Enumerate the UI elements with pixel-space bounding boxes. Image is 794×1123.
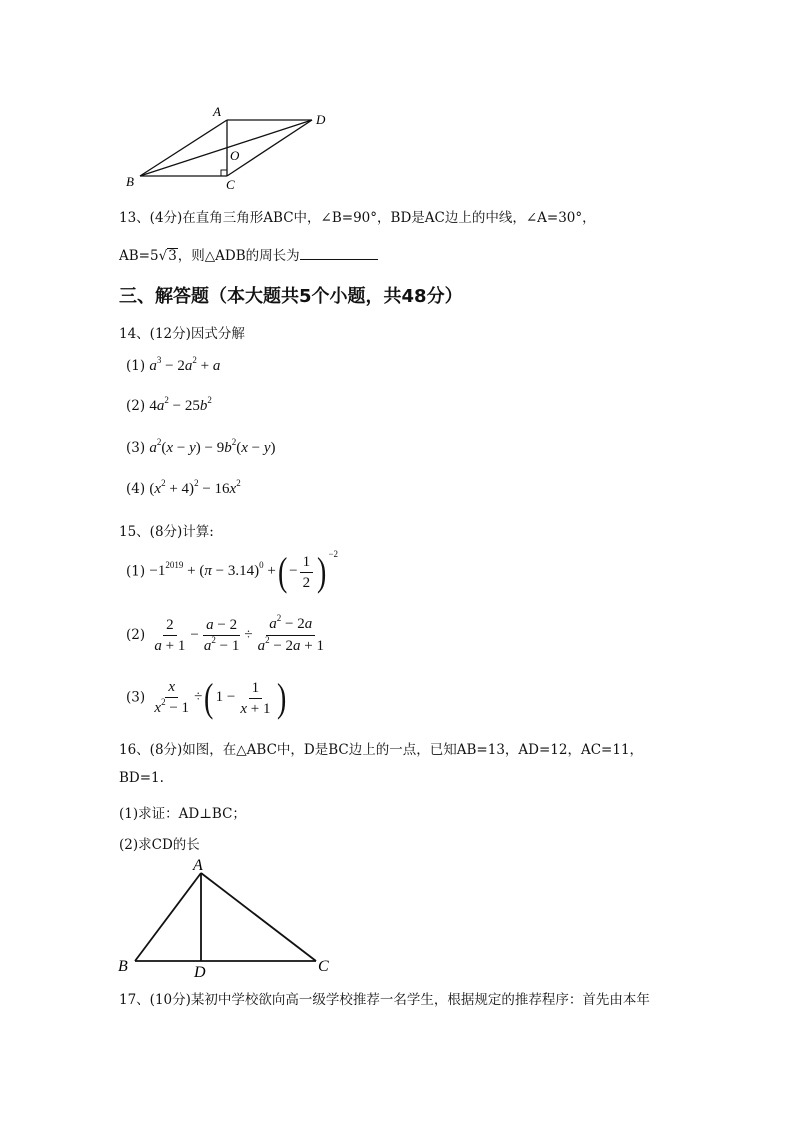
q14-item-4 [126, 478, 241, 498]
figure1-label-c: C [226, 177, 235, 192]
figure1-label-a: A [213, 104, 221, 119]
figure1-label-b: B [126, 174, 134, 189]
q13-ab-prefix: AB=5 [119, 248, 159, 264]
q13-line1: 13、(4分)在直角三角形ABC中，∠B=90°，BD是AC边上的中线，∠A=30°， [119, 210, 596, 226]
q13-sqrt-arg: 3 [168, 248, 177, 264]
figure1-label-d: D [316, 112, 326, 127]
q14-item-2-expr: $4a^2 - 25b^2$ [149, 395, 212, 414]
q13-answer-blank [300, 247, 378, 260]
q14-item-1 [126, 355, 221, 375]
q15-item-1-label: (1) [126, 563, 146, 580]
q14-item-3-expr: $a^2(x - y) - 9b^2(x - y)$ [149, 437, 276, 456]
q15-item-3-label: (3) [126, 689, 146, 706]
figure1-label-o: O [230, 148, 240, 163]
figure2-label-b: B [118, 958, 128, 975]
q14-item-4-expr: $(x^2 + 4)^2 - 16x^2$ [149, 478, 241, 497]
triangle-figure [115, 855, 340, 980]
q13-sqrt-symbol: √ [158, 248, 168, 264]
q14-item-1-expr: $a^3 - 2a^2 + a$ [149, 355, 221, 374]
q14-item-2-label: (2) [126, 398, 146, 414]
q15-item-3 [126, 675, 289, 720]
q14-item-3 [126, 437, 276, 457]
figure2-label-d: D [194, 964, 206, 980]
q15-item-2-expr: $\frac{2}{a + 1}$ − $\frac{a - 2}{a^2 - 1}$ ÷ $\frac{a^2 - 2a}{a^2 - 2a + 1}$ [154, 613, 324, 654]
parallelogram-figure [120, 100, 340, 195]
q16-part2: (2)求CD的长 [119, 837, 200, 853]
q13-suffix: ，则△ADB的周长为 [177, 248, 300, 264]
q15-item-1 [126, 549, 339, 594]
q15-item-1-expr: $-1^{2019} + (\pi - 3.14)^0$ +( − $\frac{1}{2}$ ) $^{-2}$ [149, 549, 339, 594]
q15-item-2 [126, 613, 329, 655]
figure2-label-c: C [318, 958, 329, 975]
q15-item-3-expr: $\frac{x}{x^2 - 1}$ ÷( 1 − $\frac{1}{x + 1}$ ) [154, 675, 287, 720]
q15-item-2-label: (2) [126, 626, 146, 643]
q17-line1: 17、(10分)某初中学校欲向高一级学校推荐一名学生，根据规定的推荐程序：首先由本年 [119, 992, 650, 1008]
q14-item-3-label: (3) [126, 440, 146, 456]
q16-line1: 16、(8分)如图，在△ABC中，D是BC边上的一点，已知AB=13，AD=12，AC=11， [119, 742, 644, 758]
q14-item-1-label: (1) [126, 358, 146, 374]
q15-header: 15、(8分)计算: [119, 524, 214, 540]
q13-line2 [119, 244, 378, 264]
q14-item-4-label: (4) [126, 481, 146, 497]
section-heading: 三、解答题（本大题共5个小题，共48分） [119, 286, 463, 307]
q16-line2: BD=1. [119, 770, 164, 786]
q14-item-2 [126, 395, 212, 415]
figure2-label-a: A [193, 857, 203, 874]
q16-part1: (1)求证：AD⊥BC； [119, 806, 246, 822]
q14-header: 14、(12分)因式分解 [119, 326, 245, 342]
